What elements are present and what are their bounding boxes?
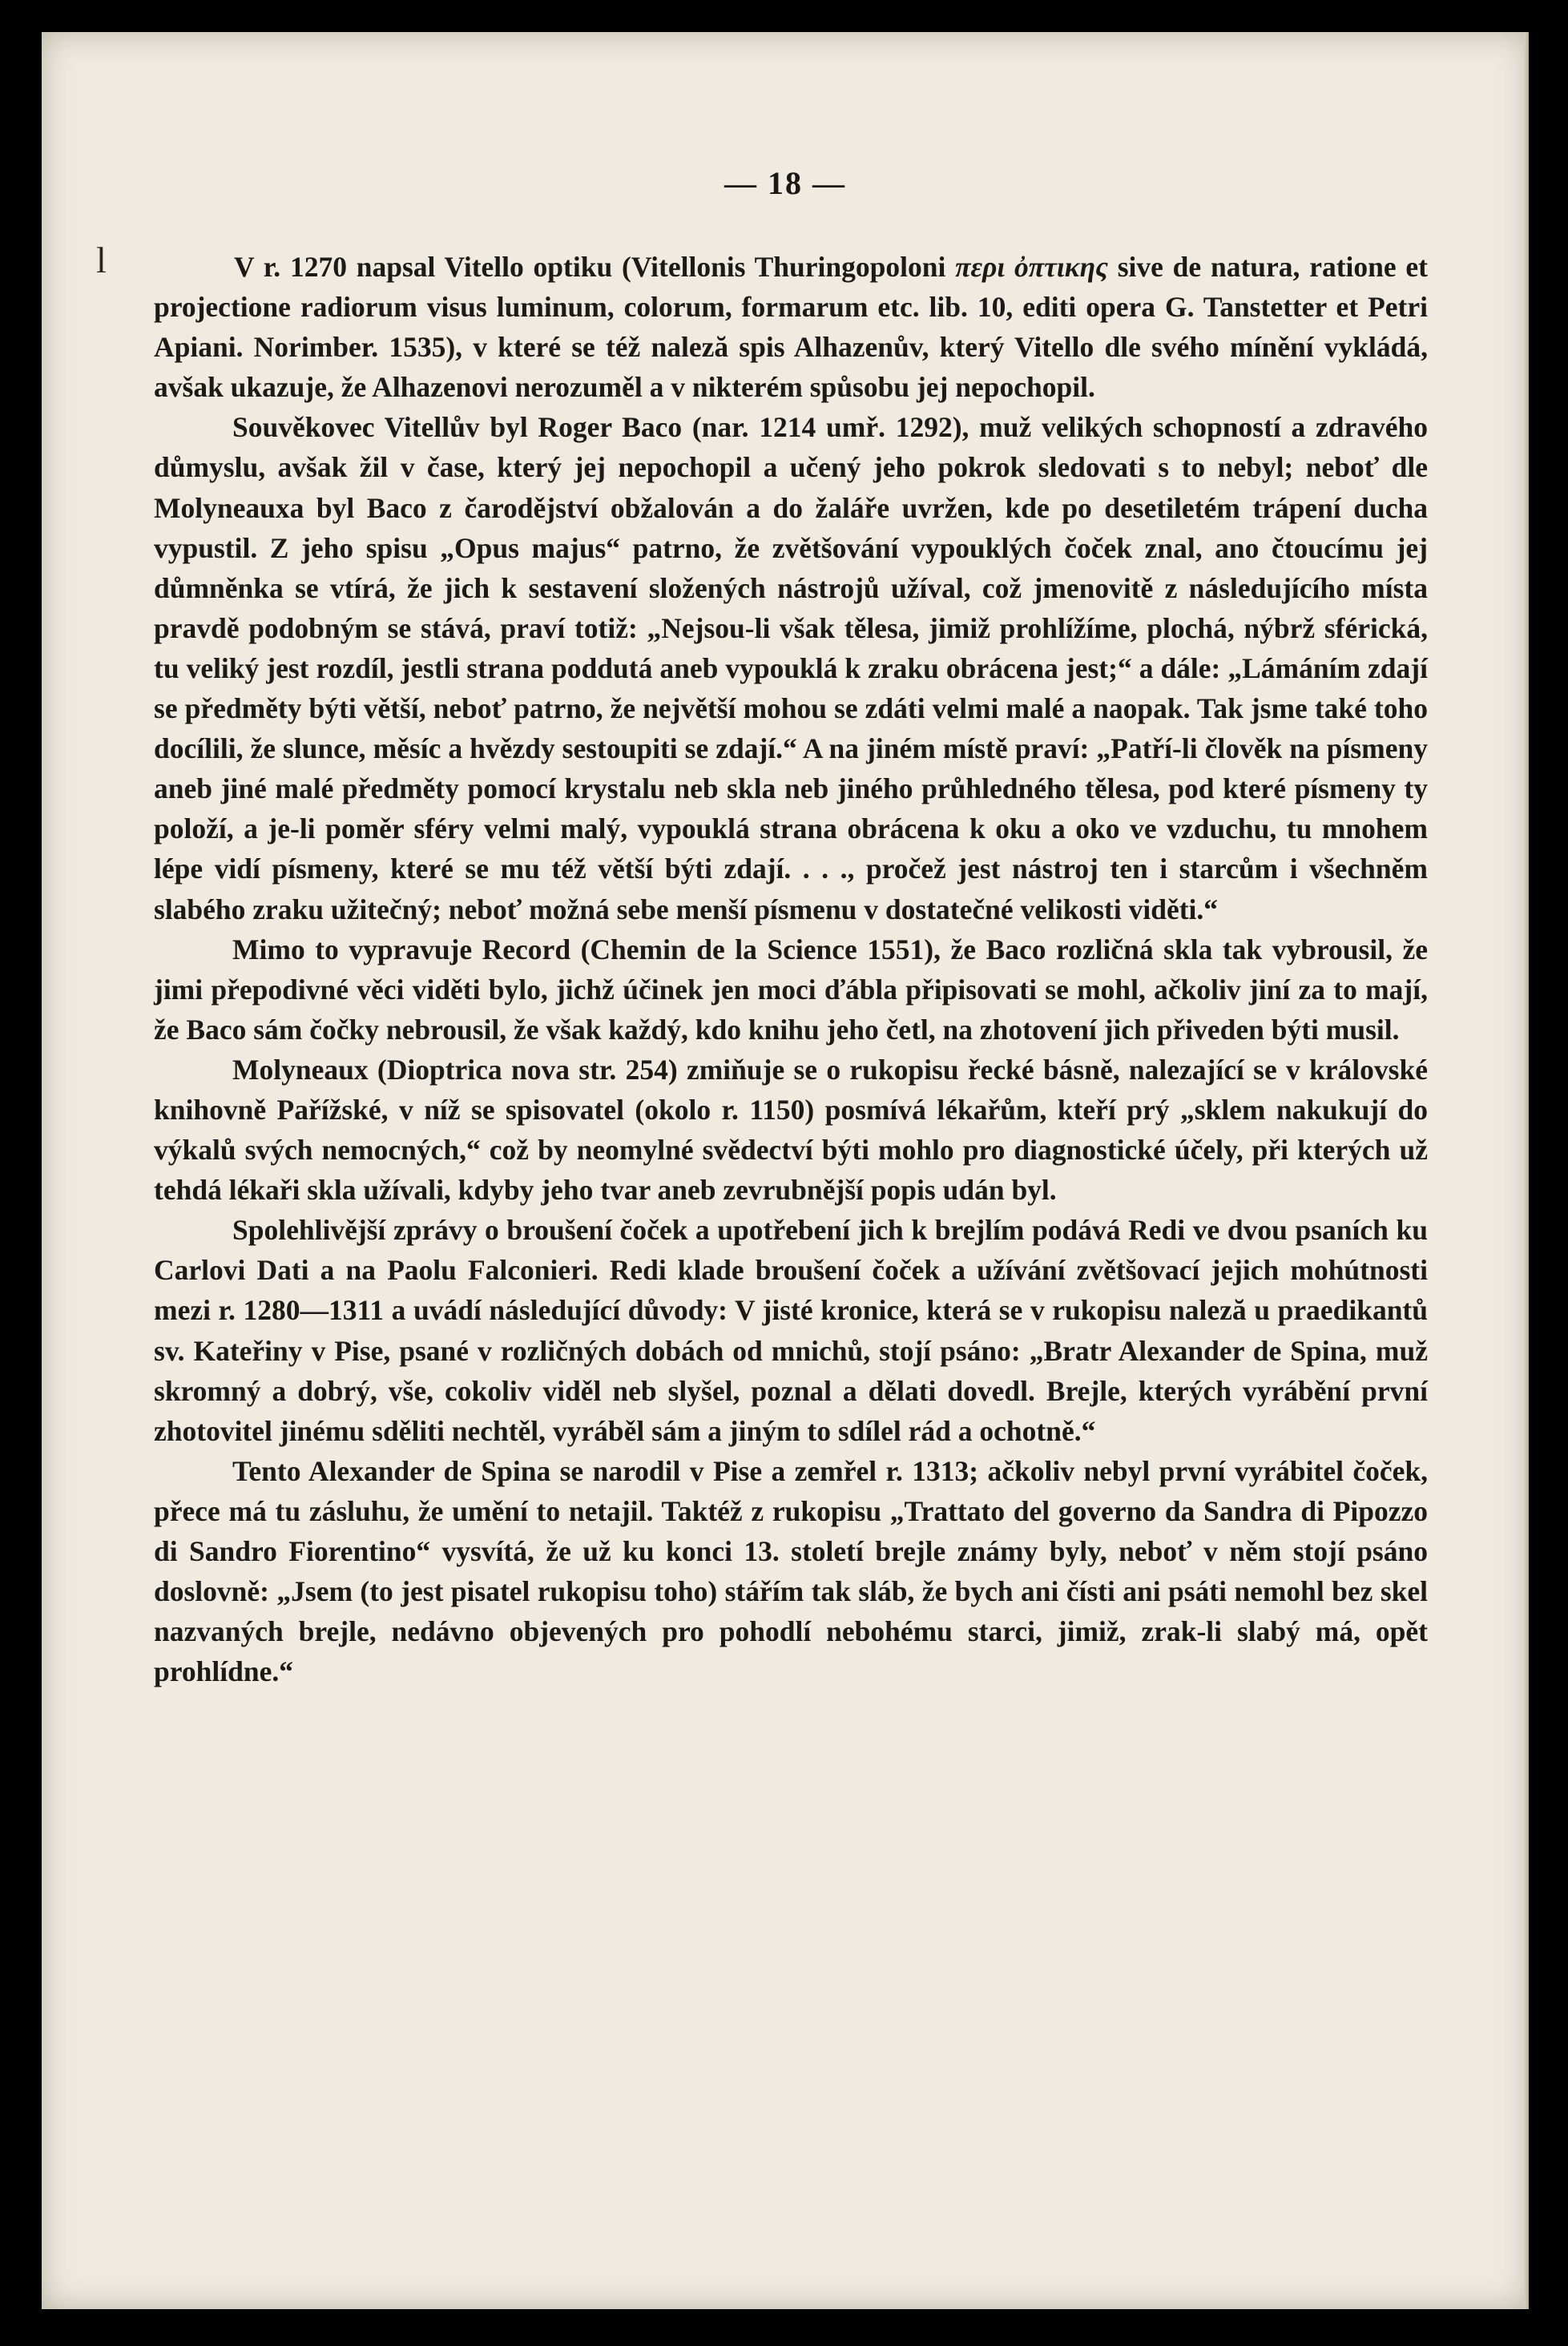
- paragraph-3: Mimo to vypravuje Record (Chemin de la Science 1551), že Baco rozličná skla tak vybrousil, že jimi přepodivné věci viděti bylo, jichž účinek jen moci ďábla připisovati se mohl, ačkoliv jiní za to mají, že Baco sám čočky nebrousil, že však každý, kdo knihu jeho četl, na zhotovení jich přiveden býti musil.: [154, 933, 1428, 1046]
- body-text: [154, 247, 1428, 1691]
- margin-mark: l: [96, 240, 107, 280]
- greek-title: περι ὀπτικης: [955, 251, 1108, 283]
- paragraph-6: Tento Alexander de Spina se narodil v Pise a zemřel r. 1313; ačkoliv nebyl první vyrábitel čoček, přece má tu zásluhu, že umění to netajil. Taktéž z rukopisu „Trattato del governo da Sandra di Pipozzo di Sandro Fiorentino“ vysvítá, že už ku konci 13. století brejle známy byly, neboť v něm stojí psáno doslovně: „Jsem (to jest pisatel rukopisu toho) stářím tak sláb, že bych ani čísti ani psáti nemohl bez skel nazvaných brejle, nedávno objevených pro pohodlí nebohému starci, jimiž, zrak-li slabý má, opět prohlídne.“: [154, 1454, 1428, 1688]
- page-edge: [1524, 32, 1529, 2309]
- paragraph-1-text-after: sive de natura, ratione et projectione radiorum visus luminum, colorum, formarum etc. lib. 10, editi opera G. Tanstetter et Petri Apiani. Norimber. 1535), v které se též naleză spis Alhazenův, který Vitello dle svého mínění vykládá, avšak ukazuje, že Alhazenovi nerozuměl a v nikterém spůsobu jej nepochopil.: [154, 251, 1428, 404]
- book-page: [42, 32, 1529, 2309]
- paragraph-1-text-before: V r. 1270 napsal Vitello optiku (Vitellonis Thuringopoloni: [234, 251, 956, 283]
- paragraph-4: Molyneaux (Dioptrica nova str. 254) zmiňuje se o rukopisu řecké básně, nalezající se v královské knihovně Pařížské, v níž se spisovatel (okolo r. 1150) posmívá lékařům, kteří prý „sklem nakukují do výkalů svých nemocných,“ což by neomylné svědectví býti mohlo pro diagnostické účely, při kterých už tehdá lékaři skla užívali, kdyby jeho tvar aneb zevrubnější popis udán byl.: [154, 1053, 1428, 1207]
- paragraph-5: Spolehlivější zprávy o broušení čoček a upotřebení jich k brejlím podává Redi ve dvou psaních ku Carlovi Dati a na Paolu Falconieri. Redi klade broušení čoček a užívání zvětšovací jejich mohútnosti mezi r. 1280—1311 a uvádí následující důvody: V jisté kronice, která se v rukopisu naleză u praedikantů sv. Kateřiny v Pise, psané v rozličných dobách od mnichů, stojí psáno: „Bratr Alexander de Spina, muž skromný a dobrý, vše, cokoliv viděl neb slyšel, poznal a dělati dovedl. Brejle, kterých vyrábění první zhotovitel jinému sděliti nechtěl, vyráběl sám a jiným to sdílel rád a ochotně.“: [154, 1214, 1428, 1447]
- paragraph-2: Souvěkovec Vitellův byl Roger Baco (nar. 1214 umř. 1292), muž velikých schopností a zdravého důmyslu, avšak žil v čase, který jej nepochopil a učený jeho pokrok sledovati s to nebyl; neboť dle Molyneauxa byl Baco z čarodějství obžalován a do žaláře uvržen, kde po desetiletém trápení ducha vypustil. Z jeho spisu „Opus majus“ patrno, že zvětšování vypouklých čoček znal, ano čtoucímu jej důmněnka se vtírá, že jich k sestavení složených nástrojů užíval, což jmenovitě z následujícího místa pravdě podobným se stává, praví totiž: „Nejsou-li však tělesa, jimiž prohlížíme, plochá, nýbrž sférická, tu veliký jest rozdíl, jestli strana poddutá aneb vypouklá k zraku obrácena jest;“ a dále: „Lámáním zdají se předměty býti větší, neboť patrno, že největší mohou se zdáti velmi malé a naopak. Tak jsme také toho docílili, že slunce, měsíc a hvězdy sestoupiti se zdají.“ A na jiném místě praví: „Patří-li člověk na písmeny aneb jiné malé předměty pomocí krystalu neb skla neb jiného průhledného tělesa, pod které písmeny ty položí, a je-li poměr sféry velmi malý, vypouklá strana obrácena k oku a oko ve vzduchu, tu mnohem lépe vidí písmeny, které se mu též větší býti zdají. . . ., pročež jest nástroj ten i starcům i všechněm slabého zraku užitečný; neboť možná sebe menší písmenu v dostatečné velikosti viděti.“: [154, 411, 1428, 925]
- paragraph-1: [154, 247, 1428, 407]
- page-number: — 18 —: [724, 165, 846, 201]
